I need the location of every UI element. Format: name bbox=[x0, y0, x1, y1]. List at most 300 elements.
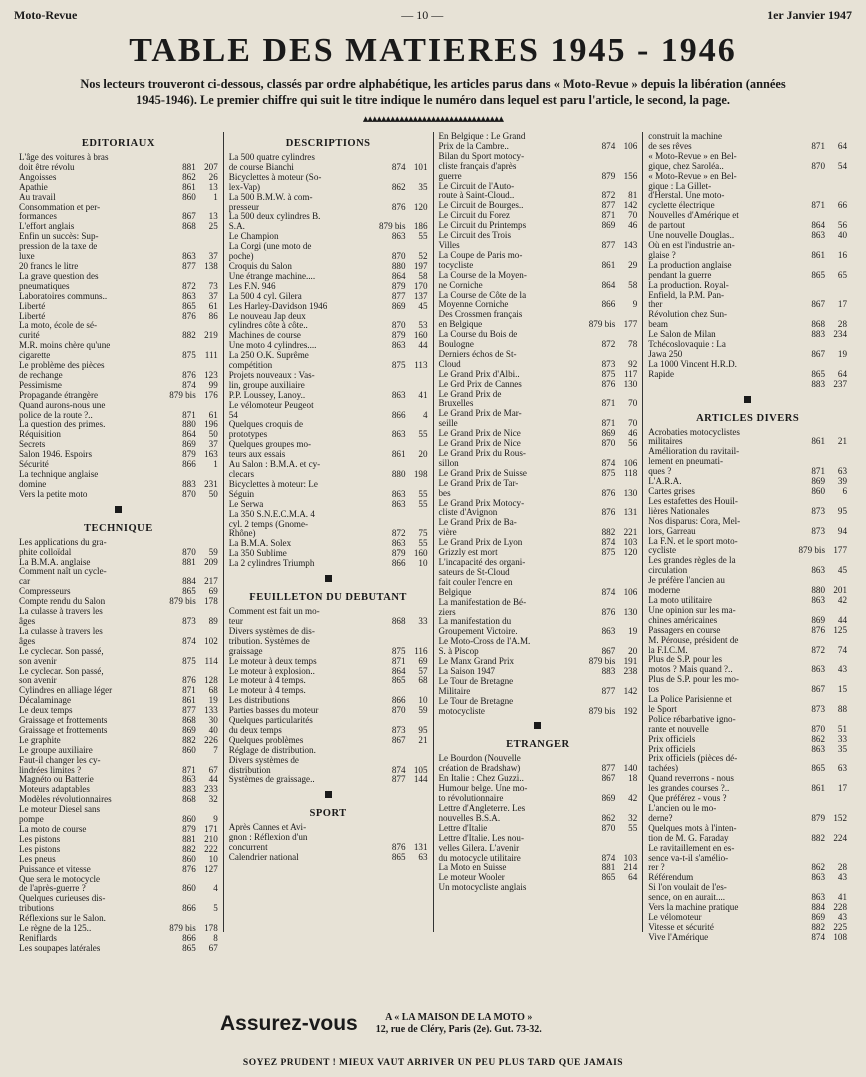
page-ref: 118 bbox=[623, 467, 638, 478]
page-ref: 6 bbox=[842, 486, 847, 496]
entry-title: seille bbox=[438, 418, 458, 429]
issue-number: 864 bbox=[182, 429, 196, 440]
page-ref: 103 bbox=[623, 537, 638, 548]
issue-number: 863 bbox=[811, 230, 825, 241]
page-ref: 177 bbox=[833, 545, 847, 556]
entry-title: Enfield, la P.M. Pan- bbox=[648, 289, 725, 300]
running-header bbox=[14, 8, 852, 24]
issue-number: 883 bbox=[182, 478, 196, 489]
page-ref: 5 bbox=[213, 903, 218, 914]
entry-title: construit la machine bbox=[648, 131, 722, 141]
issue-number: 874 bbox=[391, 764, 406, 775]
section-title: DESCRIPTIONS bbox=[285, 138, 371, 149]
entry-title: Le Grd Prix de Cannes bbox=[438, 378, 522, 389]
issue-number: 866 bbox=[391, 695, 406, 706]
section-title: ARTICLES DIVERS bbox=[696, 412, 800, 424]
entry-title: Prix officiels bbox=[648, 733, 696, 744]
issue-number: 881 bbox=[182, 556, 196, 567]
entry-title: vière bbox=[438, 527, 457, 538]
index-entry bbox=[648, 933, 847, 943]
page-ref: 33 bbox=[837, 733, 847, 744]
page-ref: 106 bbox=[623, 457, 638, 468]
entry-title: La 2 cylindres Triumph bbox=[228, 558, 315, 569]
entry-title: motos ? Mais quand ?.. bbox=[648, 664, 733, 675]
entry-title: Angoisses bbox=[19, 171, 57, 182]
page-ref: 1 bbox=[213, 459, 218, 470]
entry-title: tos bbox=[648, 684, 659, 695]
issue-number: 876 bbox=[182, 675, 196, 686]
issue-number: 871 bbox=[601, 418, 616, 429]
entry-title: 20 francs le litre bbox=[19, 260, 79, 271]
issue-number: 883 bbox=[811, 329, 825, 340]
page-ref: 176 bbox=[204, 389, 218, 400]
issue-number: 880 bbox=[811, 585, 825, 596]
issue-number: 872 bbox=[601, 339, 616, 350]
entry-title: Parties basses du moteur bbox=[228, 705, 319, 716]
page-ref: 197 bbox=[413, 260, 428, 271]
page-ref: 170 bbox=[413, 280, 428, 291]
issue-number bbox=[791, 447, 825, 457]
issue-number: 879 bis bbox=[588, 319, 616, 330]
issue-number bbox=[581, 152, 615, 162]
entry-title: Le Grand Prix Motocy- bbox=[438, 497, 525, 508]
issue-number: 875 bbox=[601, 467, 616, 478]
entry-title: La 1000 Vincent H.R.D. bbox=[648, 358, 737, 369]
entry-title: Acrobaties motocyclistes bbox=[648, 426, 740, 437]
issue-number: 871 bbox=[182, 409, 196, 420]
page-ref: 44 bbox=[418, 340, 428, 351]
entry-title: La 350 Sublime bbox=[228, 548, 287, 559]
page-ref: 114 bbox=[204, 655, 218, 666]
page-ref: 222 bbox=[204, 843, 218, 854]
page-ref: 35 bbox=[418, 181, 428, 192]
issue-number: 874 bbox=[391, 161, 406, 172]
entry-title: Au Salon : B.M.A. et cy- bbox=[228, 459, 321, 470]
page-ref bbox=[825, 447, 847, 457]
entry-title: La question des primes. bbox=[19, 419, 106, 430]
issue-number: 861 bbox=[182, 695, 196, 706]
entry-title: La F.N. et le sport moto- bbox=[648, 535, 738, 546]
entry-title: Le Grand Prix de Lyon bbox=[438, 537, 523, 548]
entry-title: Pessimisme bbox=[19, 379, 62, 390]
page-ref: 42 bbox=[628, 793, 638, 804]
entry-title: circulation bbox=[648, 565, 688, 576]
issue-number bbox=[581, 558, 615, 568]
page-ref: 143 bbox=[623, 239, 638, 250]
entry-title: Le Bourdon (Nouvelle bbox=[438, 753, 521, 764]
issue-number: 863 bbox=[811, 892, 825, 903]
page-ref: 16 bbox=[837, 249, 847, 260]
entry-title: Le Grand Prix de Nice bbox=[438, 428, 521, 439]
page-ref bbox=[615, 558, 637, 568]
entry-title: Prix officiels bbox=[648, 743, 696, 754]
issue-number: 862 bbox=[391, 181, 406, 192]
entry-title: La 500 B.M.W. à com- bbox=[228, 191, 313, 202]
section-title: TECHNIQUE bbox=[84, 522, 153, 534]
issue-number: 871 bbox=[391, 655, 406, 666]
page-ref: 130 bbox=[623, 606, 638, 617]
issue-number: 865 bbox=[811, 763, 825, 774]
entry-title: Le règne de la 125.. bbox=[19, 923, 92, 934]
issue-number: 870 bbox=[391, 320, 406, 331]
issue-number: 861 bbox=[182, 181, 196, 192]
entry-title: Je préfère l'ancien au bbox=[648, 575, 725, 586]
entry-title: La technique anglaise bbox=[19, 469, 99, 479]
issue-number: 873 bbox=[391, 724, 406, 735]
entry-title: Le deux temps bbox=[19, 705, 73, 716]
entry-title: Le Circuit de l'Auto- bbox=[438, 180, 515, 191]
issue-number: 866 bbox=[182, 932, 196, 943]
issue-number: 879 bbox=[182, 449, 196, 460]
entry-title: cyl. 2 temps (Gnome- bbox=[228, 518, 309, 529]
page-ref: 131 bbox=[413, 842, 428, 853]
entry-title: le Sport bbox=[648, 703, 677, 714]
issue-number bbox=[791, 636, 825, 646]
entry-title: teur bbox=[228, 615, 243, 626]
issue-number: 877 bbox=[601, 763, 616, 774]
page-ref: 4 bbox=[422, 409, 428, 420]
entry-title: En Belgique : Le Grand bbox=[438, 131, 526, 141]
entry-title: domine bbox=[19, 478, 47, 489]
entry-title: lex-Vap) bbox=[228, 181, 261, 192]
entry-title: Le Grand Prix d'Albi.. bbox=[438, 368, 520, 379]
issue-number: 873 bbox=[601, 358, 616, 369]
index-columns bbox=[14, 131, 852, 953]
issue-number: 874 bbox=[601, 140, 616, 151]
issue-number bbox=[372, 627, 406, 637]
issue-number: 872 bbox=[601, 190, 616, 201]
entry-title: Amélioration du ravitail- bbox=[648, 446, 740, 457]
issue-number: 867 bbox=[811, 684, 825, 695]
page-ref: 67 bbox=[208, 942, 218, 953]
entry-title: nouvelles B.S.A. bbox=[438, 812, 501, 823]
entry-title: L'âge des voitures à bras bbox=[19, 152, 109, 162]
page-ref: 21 bbox=[837, 436, 847, 447]
entry-title: Faut-il changer les cy- bbox=[19, 754, 101, 765]
entry-title: Moteurs adaptables bbox=[19, 784, 90, 795]
page-ref: 210 bbox=[204, 833, 218, 844]
page-ref: 221 bbox=[623, 527, 638, 538]
entry-title: Les Harley-Davidson 1946 bbox=[228, 300, 328, 311]
issue-number: 868 bbox=[811, 319, 825, 330]
issue-number bbox=[581, 834, 615, 844]
entry-title: Compte rendu du Salon bbox=[19, 596, 106, 607]
issue-number bbox=[791, 172, 825, 182]
page-ref: 99 bbox=[208, 379, 218, 390]
entry-title: to révolutionnaire bbox=[438, 793, 504, 804]
entry-title: Vive l'Amérique bbox=[648, 931, 709, 942]
journal-name: Moto-Revue bbox=[14, 8, 78, 22]
entry-title: Cloud bbox=[438, 358, 461, 369]
issue-number: 866 bbox=[182, 459, 196, 470]
entry-title: distribution bbox=[228, 764, 271, 775]
entry-title: prototypes bbox=[228, 429, 268, 440]
section-divider-square bbox=[115, 506, 122, 513]
issue-number: 881 bbox=[182, 833, 196, 844]
page-ref: 226 bbox=[204, 734, 218, 745]
issue-number: 861 bbox=[811, 436, 825, 447]
issue-number: 874 bbox=[601, 457, 616, 468]
entry-title: Cylindres en alliage léger bbox=[19, 685, 113, 696]
issue-number: 862 bbox=[182, 171, 196, 182]
entry-title: de course Bianchi bbox=[228, 161, 294, 172]
page-ref: 228 bbox=[833, 902, 847, 913]
page-ref: 55 bbox=[418, 498, 428, 509]
issue-number: 867 bbox=[601, 773, 616, 784]
page-ref: 69 bbox=[418, 655, 428, 666]
page-ref: 35 bbox=[837, 743, 847, 754]
index-column bbox=[223, 132, 433, 932]
section-title: FEUILLETON DU DEBUTANT bbox=[249, 592, 407, 604]
entry-title: Décalaminage bbox=[19, 695, 72, 706]
issue-number: 882 bbox=[182, 734, 196, 745]
page-ref bbox=[406, 746, 428, 756]
entry-title: Rhône) bbox=[228, 528, 256, 539]
entry-title: Quelques mots à l'inten- bbox=[648, 822, 737, 833]
entry-title: Les pistons bbox=[19, 843, 61, 854]
page-ref: 70 bbox=[628, 210, 638, 221]
page-ref: 73 bbox=[208, 280, 218, 291]
page-ref bbox=[825, 172, 847, 182]
entry-title: Quelques particularités bbox=[228, 715, 313, 726]
page-ref: 17 bbox=[837, 783, 847, 794]
issue-number: 863 bbox=[391, 498, 406, 509]
issue-number bbox=[372, 371, 406, 381]
entry-title: Réglage de distribution. bbox=[228, 744, 316, 755]
entry-title: âges bbox=[19, 615, 36, 626]
entry-title: Machines de course bbox=[228, 330, 301, 341]
entry-title: son avenir bbox=[19, 655, 57, 666]
issue-number bbox=[372, 746, 406, 756]
entry-title: Que préférez - vous ? bbox=[648, 793, 727, 804]
page-ref: 50 bbox=[208, 488, 218, 499]
entry-title: Bicyclettes à moteur (So- bbox=[228, 171, 322, 182]
issue-number: 871 bbox=[811, 200, 825, 211]
entry-title: Une nouvelle Douglas.. bbox=[648, 230, 735, 241]
issue-number: 870 bbox=[391, 251, 406, 262]
page-ref: 64 bbox=[837, 368, 847, 379]
entry-title: La Saison 1947 bbox=[438, 665, 496, 676]
page-ref: 18 bbox=[628, 773, 638, 784]
entry-title: ther bbox=[648, 299, 663, 310]
issue-number: 868 bbox=[182, 715, 196, 726]
entry-title: Le cyclecar. Son passé, bbox=[19, 665, 104, 676]
issue-number: 873 bbox=[811, 525, 825, 536]
index-entry bbox=[439, 883, 638, 893]
page-ref: 10 bbox=[418, 695, 428, 706]
section-divider-square bbox=[534, 722, 541, 729]
entry-title: car bbox=[19, 576, 31, 587]
entry-title: Un motocycliste anglais bbox=[438, 882, 527, 893]
issue-number: 874 bbox=[601, 537, 616, 548]
issue-number bbox=[372, 510, 406, 520]
issue-number: 868 bbox=[182, 221, 196, 232]
index-entry bbox=[648, 380, 847, 390]
page-ref: 144 bbox=[413, 774, 428, 785]
issue-number: 879 bis bbox=[798, 545, 825, 556]
entry-title: Le moteur Wooler bbox=[438, 872, 505, 883]
issue-number: 873 bbox=[811, 505, 825, 516]
entry-title: Villes bbox=[438, 239, 460, 250]
page-ref: 56 bbox=[628, 438, 638, 449]
entry-title: La B.M.A. Solex bbox=[228, 538, 292, 549]
page-ref: 102 bbox=[204, 635, 218, 646]
page-ref: 40 bbox=[208, 724, 218, 735]
entry-title: sence va-t-il s'amélio- bbox=[648, 852, 729, 863]
issue-number: 883 bbox=[811, 378, 825, 389]
page-ref: 142 bbox=[623, 200, 638, 211]
entry-title: Secrets bbox=[19, 439, 46, 450]
issue-number: 879 bbox=[601, 170, 616, 181]
entry-title: Nouvelles d'Amérique et bbox=[648, 210, 739, 221]
entry-title: Le nouveau Jap deux bbox=[228, 310, 306, 321]
entry-title: Le Circuit du Printemps bbox=[438, 220, 527, 231]
entry-title: La culasse à travers les bbox=[19, 606, 103, 617]
entry-title: phite colloïdal bbox=[19, 546, 72, 557]
issue-number: 884 bbox=[182, 576, 196, 587]
issue-number: 882 bbox=[182, 843, 196, 854]
entry-title: La 500 4 cyl. Gilera bbox=[228, 290, 302, 301]
entry-title: Enfin un succès: Sup- bbox=[19, 231, 99, 242]
entry-title: Nos disparus: Cora, Mel- bbox=[648, 515, 741, 526]
page-ref: 40 bbox=[837, 230, 847, 241]
entry-title: Derniers échos de St- bbox=[438, 348, 517, 359]
issue-number: 864 bbox=[811, 220, 825, 231]
issue-number: 862 bbox=[811, 862, 825, 873]
entry-title: Des Crossmen français bbox=[438, 309, 523, 320]
issue-number: 863 bbox=[811, 872, 825, 883]
entry-title: La 350 S.N.E.C.M.A. 4 bbox=[228, 508, 315, 519]
page-ref: 19 bbox=[628, 626, 638, 637]
entry-title: Prix de la Cambre.. bbox=[438, 140, 509, 151]
page-ref: 128 bbox=[204, 675, 218, 686]
entry-title: Projets nouveaux : Vas- bbox=[228, 369, 315, 380]
entry-title: poche) bbox=[228, 251, 254, 262]
page-ref: 133 bbox=[204, 705, 218, 716]
entry-title: Révolution chez Sun- bbox=[648, 309, 728, 320]
page-ref: 140 bbox=[623, 763, 638, 774]
issue-number: 863 bbox=[182, 290, 196, 301]
page-ref: 54 bbox=[837, 160, 847, 171]
entry-title: Quelques croquis de bbox=[228, 419, 303, 430]
issue-number: 861 bbox=[601, 259, 616, 270]
entry-title: formances bbox=[19, 211, 57, 222]
entry-title: Réquisition bbox=[19, 429, 61, 440]
page-ref: 125 bbox=[833, 624, 847, 635]
entry-title: Puissance et vitesse bbox=[19, 863, 91, 874]
section-divider-square bbox=[325, 575, 332, 582]
issue-number: 860 bbox=[182, 853, 196, 864]
page-ref: 131 bbox=[623, 507, 638, 518]
issue-number: 866 bbox=[182, 903, 196, 914]
entry-title: Le vélomoteur bbox=[648, 911, 702, 922]
entry-title: pompe bbox=[19, 814, 44, 825]
page-ref: 63 bbox=[837, 466, 847, 477]
entry-title: Propagande étrangère bbox=[19, 389, 99, 400]
issue-number: 865 bbox=[391, 852, 406, 863]
page-ref: 207 bbox=[204, 161, 218, 172]
entry-title: ne Corniche bbox=[438, 279, 483, 290]
page-ref: 28 bbox=[837, 862, 847, 873]
entry-title: Liberté bbox=[19, 310, 46, 321]
issue-number: 880 bbox=[391, 260, 406, 271]
page-ref: 63 bbox=[837, 763, 847, 774]
issue-number: 871 bbox=[811, 466, 825, 477]
entry-title: Après Cannes et Avi- bbox=[228, 822, 307, 833]
issue-number: 864 bbox=[391, 665, 406, 676]
issue-number: 884 bbox=[811, 902, 825, 913]
issue-number: 870 bbox=[601, 822, 616, 833]
advertisement bbox=[220, 1013, 630, 1035]
entry-title: cycliste bbox=[648, 545, 677, 556]
page-ref: 92 bbox=[628, 358, 638, 369]
entry-title: militaires bbox=[648, 436, 683, 447]
entry-title: en Belgique bbox=[438, 319, 483, 330]
issue-number: 876 bbox=[182, 863, 196, 874]
page-ref: 45 bbox=[418, 300, 428, 311]
entry-title: de partout bbox=[648, 220, 685, 231]
issue-number: 863 bbox=[811, 743, 825, 754]
issue-number: 874 bbox=[601, 852, 616, 863]
issue-number: 876 bbox=[601, 487, 616, 498]
entry-title: graissage bbox=[228, 645, 263, 656]
entry-title: glaise ? bbox=[648, 249, 676, 260]
entry-title: Les applications du gra- bbox=[19, 536, 107, 547]
index-entry bbox=[19, 944, 218, 954]
issue-number: 867 bbox=[601, 646, 616, 657]
issue-number: 876 bbox=[182, 310, 196, 321]
entry-title: Le Grand Prix de Tar- bbox=[438, 477, 519, 488]
issue-number: 870 bbox=[601, 438, 616, 449]
ad-line-2: 12, rue de Cléry, Paris (2e). Gut. 73-32. bbox=[375, 1024, 542, 1035]
page-ref: 41 bbox=[837, 892, 847, 903]
entry-title: ques ? bbox=[648, 466, 672, 477]
page-ref: 42 bbox=[837, 594, 847, 605]
entry-title: concurrent bbox=[228, 842, 268, 853]
page-ref bbox=[615, 568, 637, 578]
entry-title: Si l'on voulait de l'es- bbox=[648, 882, 727, 893]
issue-number: 863 bbox=[391, 389, 406, 400]
page-ref: 17 bbox=[837, 299, 847, 310]
entry-title: la F.I.C.M. bbox=[648, 644, 688, 655]
entry-title: compétition bbox=[228, 360, 273, 371]
page-ref: 37 bbox=[208, 439, 218, 450]
entry-title: Où en est l'industrie an- bbox=[648, 239, 735, 250]
issue-number: 869 bbox=[601, 793, 616, 804]
page-ref: 219 bbox=[204, 330, 218, 341]
entry-title: beam bbox=[648, 319, 668, 330]
entry-title: La Course de la Moyen- bbox=[438, 269, 527, 280]
page-ref bbox=[406, 371, 428, 381]
page-ref: 178 bbox=[204, 596, 218, 607]
page-ref: 59 bbox=[418, 705, 428, 716]
entry-title: La grave question des bbox=[19, 270, 99, 281]
entry-title: Le graphite bbox=[19, 734, 61, 745]
entry-title: Une opinion sur les ma- bbox=[648, 604, 736, 615]
page-ref: 88 bbox=[837, 703, 847, 714]
issue-number: 876 bbox=[391, 842, 406, 853]
issue-number: 871 bbox=[601, 210, 616, 221]
entry-title: doit être révolu bbox=[19, 161, 75, 172]
index-entry bbox=[439, 281, 638, 291]
entry-title: Comment est fait un mo- bbox=[228, 606, 320, 617]
entry-title: Les estafettes des Houil- bbox=[648, 495, 738, 506]
entry-title: Le Circuit du Forez bbox=[438, 210, 510, 221]
entry-title: création de Bradshaw) bbox=[438, 763, 521, 774]
entry-title: Laboratoires communs.. bbox=[19, 290, 108, 301]
issue-number: 871 bbox=[182, 764, 196, 775]
entry-title: L'incapacité des organi- bbox=[438, 556, 526, 567]
